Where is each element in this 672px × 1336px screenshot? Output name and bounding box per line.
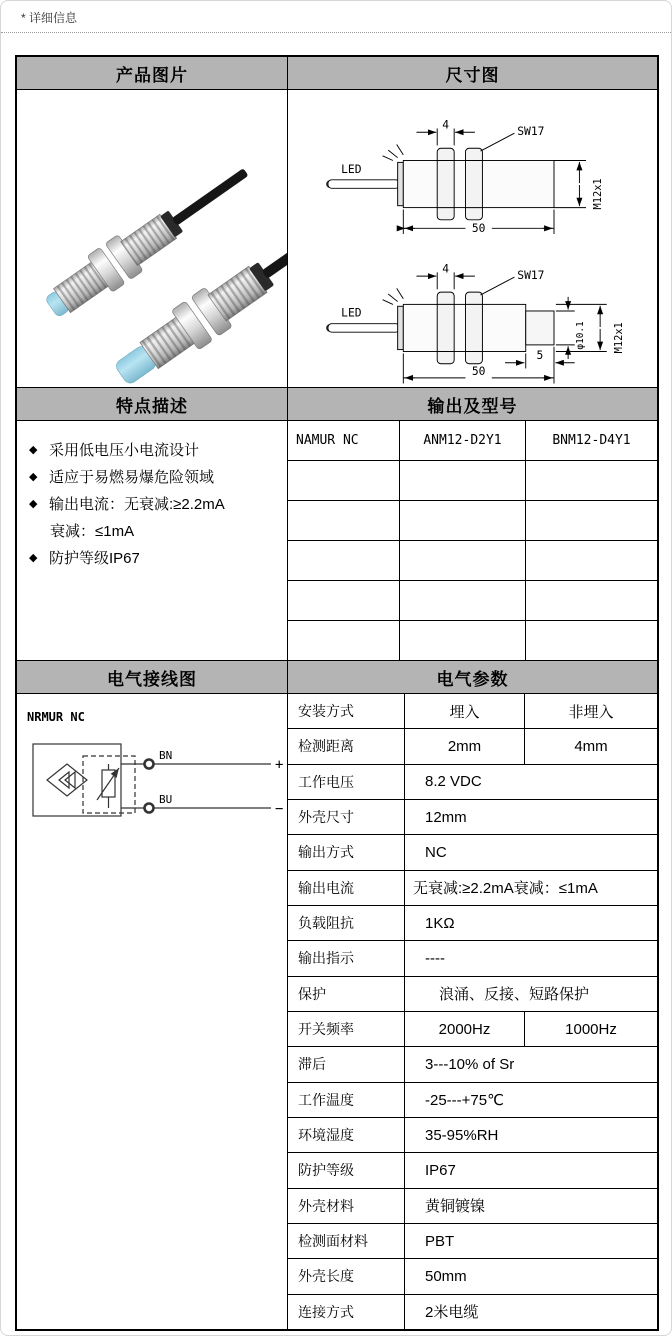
table-row bbox=[288, 906, 657, 941]
features-cell bbox=[17, 421, 287, 660]
feature-item bbox=[27, 437, 283, 464]
param-label: 滞后 bbox=[288, 1047, 405, 1081]
params-cell bbox=[288, 694, 657, 1329]
table-row bbox=[288, 501, 657, 541]
param-value: PBT bbox=[425, 1232, 455, 1250]
model-cell-empty bbox=[400, 581, 526, 620]
diamond-bullet-icon: ◆ bbox=[29, 552, 38, 564]
feature-text: 适应于易燃易爆危险领域 bbox=[49, 469, 215, 486]
model-a: ANM12-D2Y1 bbox=[400, 421, 526, 460]
dotted-divider bbox=[1, 32, 671, 33]
table-row bbox=[288, 941, 657, 976]
wiring-diagram bbox=[25, 726, 287, 834]
wire-bn-label: BN bbox=[159, 749, 173, 762]
header-features: 特点描述 bbox=[17, 388, 287, 420]
feature-item bbox=[27, 491, 283, 518]
param-label: 输出指示 bbox=[288, 941, 405, 975]
param-value: 非埋入 bbox=[568, 703, 614, 721]
table-row bbox=[288, 541, 657, 581]
dim-nonflush-nut-label: SW17 bbox=[516, 268, 544, 282]
header-wiring: 电气接线图 bbox=[17, 661, 287, 693]
param-label: 输出方式 bbox=[288, 835, 405, 869]
param-value: NC bbox=[425, 843, 447, 861]
table-row bbox=[288, 1153, 657, 1188]
param-label: 外壳尺寸 bbox=[288, 800, 405, 834]
table-row bbox=[288, 1118, 657, 1153]
param-value: 35-95%RH bbox=[425, 1126, 499, 1144]
dim-nonflush-led-label: LED bbox=[340, 306, 362, 320]
table-row bbox=[288, 835, 657, 870]
param-value: 3---10% of Sr bbox=[425, 1055, 515, 1073]
dim-flush-width-label: 4 bbox=[441, 118, 449, 132]
diamond-bullet-icon: ◆ bbox=[29, 471, 38, 483]
dimension-drawing-flush bbox=[293, 104, 653, 238]
param-label: 保护 bbox=[288, 977, 405, 1011]
table-row bbox=[288, 581, 657, 621]
param-label: 开关频率 bbox=[288, 1012, 405, 1046]
table-row bbox=[288, 621, 657, 660]
dim-nonflush-diameter-label: φ10.1 bbox=[574, 321, 586, 350]
param-value: 2000Hz bbox=[405, 1012, 525, 1046]
header-dimension: 尺寸图 bbox=[288, 57, 657, 89]
param-label: 环境湿度 bbox=[288, 1118, 405, 1152]
param-value: ---- bbox=[425, 949, 445, 967]
model-cell-empty bbox=[526, 461, 657, 500]
dim-nonflush-length-label: 50 bbox=[471, 364, 485, 378]
param-label: 工作电压 bbox=[288, 765, 405, 799]
table-row bbox=[288, 1295, 657, 1329]
table-row bbox=[288, 765, 657, 800]
model-cell-empty bbox=[400, 541, 526, 580]
param-label: 检测距离 bbox=[288, 729, 405, 763]
model-cell-empty bbox=[526, 501, 657, 540]
table-row bbox=[288, 1083, 657, 1118]
diamond-bullet-icon: ◆ bbox=[29, 444, 38, 456]
model-cell-empty bbox=[288, 581, 400, 620]
header-product-image: 产品图片 bbox=[17, 57, 287, 89]
param-value: IP67 bbox=[425, 1161, 456, 1179]
spec-table bbox=[15, 55, 659, 1331]
dim-flush-length-label: 50 bbox=[471, 222, 485, 236]
table-row bbox=[288, 977, 657, 1012]
table-row bbox=[288, 729, 657, 764]
param-value: 浪涌、反接、短路保护 bbox=[439, 986, 590, 1004]
dimension-drawing-nonflush bbox=[293, 246, 653, 387]
param-label: 检测面材料 bbox=[288, 1224, 405, 1258]
polarity-plus-label: + bbox=[275, 757, 284, 773]
model-cell-empty bbox=[400, 461, 526, 500]
param-label: 输出电流 bbox=[288, 871, 405, 905]
table-row bbox=[288, 421, 657, 461]
feature-item-continuation bbox=[27, 518, 283, 545]
param-value: 黄铜镀镍 bbox=[425, 1198, 486, 1216]
param-label: 外壳材料 bbox=[288, 1189, 405, 1223]
dim-nonflush-width-label: 4 bbox=[441, 262, 449, 276]
dim-flush-nut-label: SW17 bbox=[516, 125, 544, 139]
param-label: 外壳长度 bbox=[288, 1259, 405, 1293]
param-value: 2米电缆 bbox=[425, 1304, 479, 1322]
polarity-minus-label: − bbox=[275, 801, 284, 817]
feature-text: 防护等级IP67 bbox=[49, 550, 140, 567]
feature-text: 输出电流：无衰减:≥2.2mA bbox=[49, 496, 225, 513]
param-value: 4mm bbox=[574, 737, 608, 755]
models-table bbox=[288, 421, 657, 660]
table-row bbox=[288, 800, 657, 835]
feature-text: 采用低电压小电流设计 bbox=[49, 442, 200, 459]
feature-item bbox=[27, 464, 283, 491]
param-value: 8.2 VDC bbox=[425, 773, 482, 791]
dimension-cell bbox=[288, 90, 657, 387]
model-type: NAMUR NC bbox=[288, 421, 400, 460]
models-cell bbox=[288, 421, 657, 660]
param-value: 12mm bbox=[425, 808, 467, 826]
param-value: 50mm bbox=[425, 1267, 467, 1285]
model-cell-empty bbox=[400, 621, 526, 660]
model-b: BNM12-D4Y1 bbox=[552, 433, 631, 448]
diamond-bullet-icon: ◆ bbox=[29, 498, 38, 510]
param-label: 负载阻抗 bbox=[288, 906, 405, 940]
param-value: 1000Hz bbox=[565, 1020, 617, 1038]
header-electrical-params: 电气参数 bbox=[288, 661, 657, 693]
model-cell-empty bbox=[400, 501, 526, 540]
param-label: 安装方式 bbox=[288, 694, 405, 728]
model-cell-empty bbox=[526, 541, 657, 580]
product-photo bbox=[17, 90, 287, 387]
table-row bbox=[288, 694, 657, 729]
table-row bbox=[288, 1189, 657, 1224]
param-value: 埋入 bbox=[405, 694, 525, 728]
page-title: * 详细信息 bbox=[21, 11, 78, 25]
header-output-models: 输出及型号 bbox=[288, 388, 657, 420]
product-photo-cell bbox=[17, 90, 287, 387]
param-label: 防护等级 bbox=[288, 1153, 405, 1187]
table-row bbox=[288, 1259, 657, 1294]
table-row bbox=[288, 871, 657, 906]
dim-flush-led-label: LED bbox=[340, 162, 362, 176]
dim-nonflush-thread-label: M12x1 bbox=[612, 321, 625, 354]
param-value: -25---+75℃ bbox=[425, 1091, 504, 1109]
params-table bbox=[288, 694, 657, 1329]
wiring-title: NRMUR NC bbox=[27, 710, 85, 724]
model-cell-empty bbox=[288, 461, 400, 500]
feature-item bbox=[27, 545, 283, 572]
wire-bu-label: BU bbox=[159, 793, 173, 806]
model-cell-empty bbox=[288, 541, 400, 580]
param-value: 无衰减:≥2.2mA衰减：≤1mA bbox=[413, 880, 598, 898]
dim-nonflush-tip-label: 5 bbox=[535, 348, 543, 362]
wiring-cell bbox=[17, 694, 287, 1329]
feature-text: 衰减：≤1mA bbox=[50, 523, 135, 540]
param-label: 连接方式 bbox=[288, 1295, 405, 1329]
param-value: 2mm bbox=[405, 729, 525, 763]
model-cell-empty bbox=[288, 621, 400, 660]
param-label: 工作温度 bbox=[288, 1083, 405, 1117]
table-row bbox=[288, 461, 657, 501]
table-row bbox=[288, 1012, 657, 1047]
param-value: 1KΩ bbox=[425, 914, 455, 932]
model-cell-empty bbox=[526, 621, 657, 660]
model-cell-empty bbox=[288, 501, 400, 540]
model-cell-empty bbox=[526, 581, 657, 620]
table-row bbox=[288, 1224, 657, 1259]
table-row bbox=[288, 1047, 657, 1082]
dim-flush-thread-label: M12x1 bbox=[591, 178, 604, 210]
